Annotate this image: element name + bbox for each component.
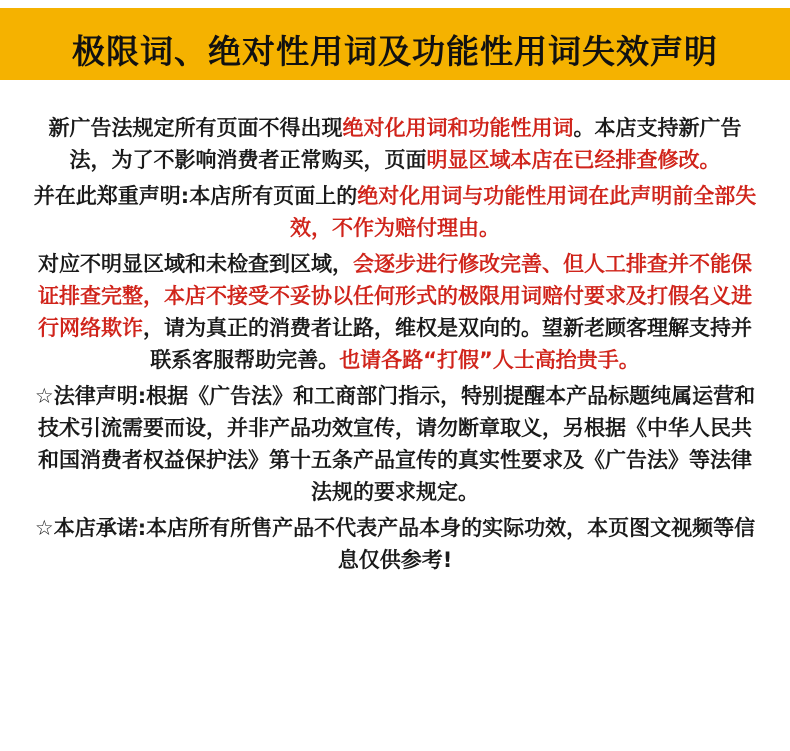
highlighted-text: 明显区域本店在已经排查修改。 [426, 148, 721, 172]
statement-paragraph [28, 112, 762, 176]
highlighted-text: 绝对化用词与功能性用词在此声明前全部失效，不作为赔付理由。 [290, 184, 757, 240]
body-text: ☆法律声明:根据《广告法》和工商部门指示，特别提醒本产品标题纯属运营和技术引流需要而设，并非产品功效宣传，请勿断章取义，另根据《中华人民共和国消费者权益保护法》第十五条产品宣传的真实性要求及《广告法》等法律法规的要求规定。 [34, 384, 756, 504]
statement-body [28, 112, 762, 580]
highlighted-text: 会逐步进行修改完善、但人工排查并不能保证排查完整，本店不接受不妥协以任何形式的极限用词赔付要求及打假名义进行网络欺诈 [38, 252, 752, 340]
body-text: 。本店支持新广告法，为了不影响消费者正常购买，页面 [69, 116, 742, 172]
page-title: 极限词、绝对性用词及功能性用词失效声明 [72, 32, 718, 71]
statement-paragraph [28, 180, 762, 244]
statement-paragraph [28, 380, 762, 508]
statement-paragraph [28, 512, 762, 576]
header-banner [0, 0, 790, 80]
body-text: ，请为真正的消费者让路，维权是双向的。望新老顾客理解支持并联系客服帮助完善。 [143, 316, 752, 372]
body-text: 对应不明显区域和未检查到区域， [38, 252, 353, 276]
body-text: 并在此郑重声明:本店所有页面上的 [33, 184, 358, 208]
statement-paragraph [28, 248, 762, 376]
body-text: ☆本店承诺:本店所有所售产品不代表产品本身的实际功效，本页图文视频等信息仅供参考! [34, 516, 756, 572]
body-text: 新广告法规定所有页面不得出现 [48, 116, 343, 140]
highlighted-text: 绝对化用词和功能性用词 [342, 116, 574, 140]
highlighted-text: 也请各路“打假”人士高抬贵手。 [339, 348, 640, 372]
